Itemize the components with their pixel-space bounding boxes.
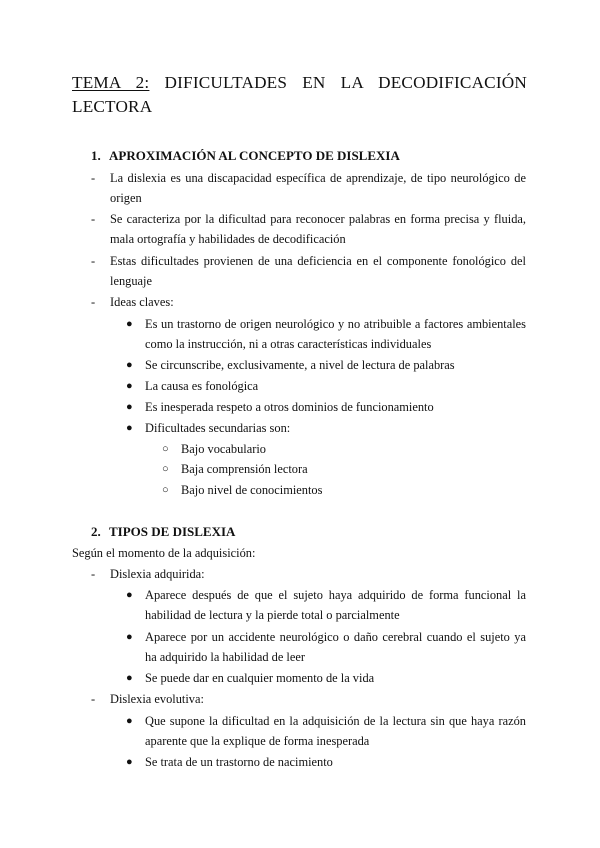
item-text: Dislexia adquirida: (110, 567, 205, 581)
item-text: Se caracteriza por la dificultad para reconocer palabras en forma precisa y fluida, mala ortografía y habilidades de decodificación (110, 212, 526, 246)
list-item (162, 480, 526, 500)
list-item (91, 689, 526, 709)
item-text: Aparece después de que el sujeto haya adquirido de forma funcional la habilidad de lectura y la pierde total o parcialmente (145, 588, 526, 622)
bullet-icon: ● (126, 672, 133, 684)
item-text: Que supone la dificultad en la adquisición de la lectura sin que haya razón aparente que la explique de forma inesperada (145, 714, 526, 748)
dash-marker: - (91, 567, 96, 581)
section-2-number: 2. (91, 524, 101, 539)
list-item (91, 564, 526, 584)
dash-marker: - (91, 171, 96, 185)
bullet-icon: ● (126, 589, 133, 601)
list-item (126, 376, 526, 396)
list-item (162, 459, 526, 479)
section-2-heading (91, 524, 235, 540)
list-item (91, 251, 526, 291)
bullet-icon: ● (126, 422, 133, 434)
item-text: Se trata de un trastorno de nacimiento (145, 755, 333, 769)
bullet-icon: ● (126, 401, 133, 413)
list-item (126, 711, 526, 751)
bullet-icon: ● (126, 359, 133, 371)
list-item (126, 668, 526, 688)
bullet-icon: ● (126, 715, 133, 727)
item-text: Bajo nivel de conocimientos (181, 483, 323, 497)
circle-bullet-icon: ○ (162, 484, 169, 496)
document-title (72, 71, 527, 119)
item-text: Es un trastorno de origen neurológico y no atribuible a factores ambientales como la instrucción, ni a otras características individuales (145, 317, 526, 351)
section-1-title: APROXIMACIÓN AL CONCEPTO DE DISLEXIA (109, 148, 400, 163)
item-text: Estas dificultades provienen de una deficiencia en el componente fonológico del lenguaje (110, 254, 526, 288)
title-rest: DIFICULTADES EN LA DECODIFICACIÓN LECTORA (72, 73, 527, 116)
list-item (126, 585, 526, 625)
item-text: Se puede dar en cualquier momento de la vida (145, 671, 375, 685)
item-text: Dislexia evolutiva: (110, 692, 204, 706)
item-text: Se circunscribe, exclusivamente, a nivel de lectura de palabras (145, 358, 455, 372)
circle-bullet-icon: ○ (162, 443, 169, 455)
item-text: La dislexia es una discapacidad específica de aprendizaje, de tipo neurológico de origen (110, 171, 526, 205)
item-text: Dificultades secundarias son: (145, 421, 291, 435)
section-2-title: TIPOS DE DISLEXIA (109, 524, 236, 539)
bullet-icon: ● (126, 756, 133, 768)
list-item (126, 397, 526, 417)
list-item (126, 627, 526, 667)
list-item (126, 355, 526, 375)
bullet-icon: ● (126, 631, 133, 643)
dash-marker: - (91, 295, 96, 309)
dash-marker: - (91, 212, 96, 226)
item-text: La causa es fonológica (145, 379, 259, 393)
section-1-number: 1. (91, 148, 101, 163)
item-text: Ideas claves: (110, 295, 174, 309)
list-item (91, 292, 526, 312)
list-item (91, 209, 526, 249)
item-text: Bajo vocabulario (181, 442, 266, 456)
dash-marker: - (91, 254, 96, 268)
section-1-heading (91, 148, 400, 164)
list-item (126, 314, 526, 354)
section-2-intro: Según el momento de la adquisición: (72, 546, 256, 560)
list-item (126, 418, 526, 438)
list-item (126, 752, 526, 772)
bullet-icon: ● (126, 318, 133, 330)
list-item (91, 168, 526, 208)
item-text: Baja comprensión lectora (181, 462, 308, 476)
circle-bullet-icon: ○ (162, 463, 169, 475)
bullet-icon: ● (126, 380, 133, 392)
item-text: Aparece por un accidente neurológico o daño cerebral cuando el sujeto ya ha adquirido la habilidad de leer (145, 630, 526, 664)
list-item (162, 439, 526, 459)
title-tema: TEMA 2: (72, 73, 150, 92)
dash-marker: - (91, 692, 96, 706)
item-text: Es inesperada respeto a otros dominios de funcionamiento (145, 400, 434, 414)
